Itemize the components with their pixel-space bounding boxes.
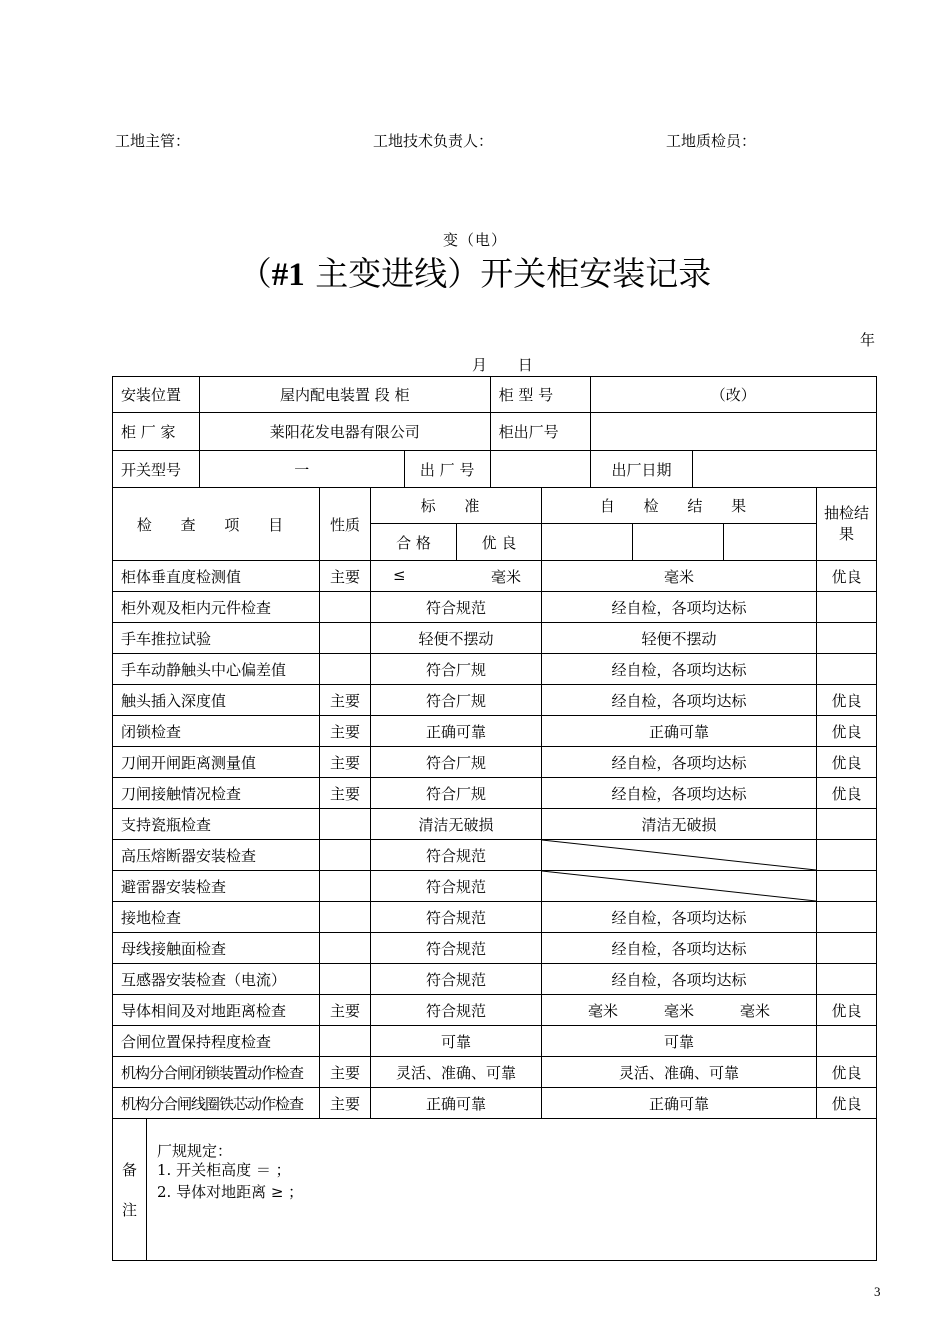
row-sample: 优良 bbox=[817, 1088, 877, 1119]
table-row bbox=[113, 716, 877, 747]
table-row bbox=[113, 902, 877, 933]
row-nature: 主要 bbox=[320, 716, 371, 747]
distance-b: 毫米 bbox=[663, 1001, 694, 1020]
row-result: 轻便不摆动 bbox=[542, 623, 817, 654]
row-item: 闭锁检查 bbox=[113, 716, 320, 747]
table-row bbox=[113, 995, 877, 1026]
header-nature: 性质 bbox=[320, 488, 371, 561]
row-standard: 符合规范 bbox=[371, 871, 542, 902]
distance-a: 毫米 bbox=[587, 1001, 618, 1020]
row-sample bbox=[817, 964, 877, 995]
row-result: 经自检，各项均达标 bbox=[542, 902, 817, 933]
row-nature: 主要 bbox=[320, 561, 371, 592]
header-excellent: 优 良 bbox=[457, 524, 542, 561]
row-item: 柜体垂直度检测值 bbox=[113, 561, 320, 592]
row-sample bbox=[817, 623, 877, 654]
row-item: 柜外观及柜内元件检查 bbox=[113, 592, 320, 623]
page-number: 3 bbox=[874, 1284, 881, 1299]
row-sample: 优良 bbox=[817, 685, 877, 716]
row-nature: 主要 bbox=[320, 685, 371, 716]
table-row bbox=[113, 561, 877, 592]
row-standard: 清洁无破损 bbox=[371, 809, 542, 840]
remarks-inner-table bbox=[113, 1119, 876, 1260]
remarks-label-top: 备 bbox=[121, 1160, 137, 1179]
header-qualified: 合 格 bbox=[371, 524, 457, 561]
month-day-label: 月 日 bbox=[472, 356, 533, 374]
row-nature bbox=[320, 592, 371, 623]
row-result: 经自检，各项均达标 bbox=[542, 778, 817, 809]
manufacturer-value: 莱阳花发电器有限公司 bbox=[199, 413, 490, 451]
standard-lte: ≤ bbox=[393, 565, 406, 584]
table-row bbox=[113, 809, 877, 840]
diagonal-strike bbox=[542, 871, 816, 901]
manufacturer-label: 柜 厂 家 bbox=[113, 413, 200, 451]
remarks-row bbox=[113, 1119, 877, 1261]
install-location-value: 屋内配电装置 段 柜 bbox=[199, 377, 490, 413]
row-sample bbox=[817, 809, 877, 840]
row-nature: 主要 bbox=[320, 747, 371, 778]
header-item: 检 查 项 目 bbox=[113, 488, 320, 561]
document-title bbox=[0, 248, 950, 295]
row-nature: 主要 bbox=[320, 778, 371, 809]
row-sample bbox=[817, 592, 877, 623]
self-check-sub-3 bbox=[724, 524, 817, 561]
table-row bbox=[113, 778, 877, 809]
remarks-label bbox=[113, 1119, 147, 1260]
remarks-content bbox=[147, 1119, 877, 1260]
row-standard: 符合厂规 bbox=[371, 747, 542, 778]
row-result: 清洁无破损 bbox=[542, 809, 817, 840]
distance-c: 毫米 bbox=[740, 1001, 771, 1020]
table-row bbox=[113, 685, 877, 716]
row-standard: 符合规范 bbox=[371, 840, 542, 871]
row-standard: 灵活、准确、可靠 bbox=[371, 1057, 542, 1088]
row-result: 正确可靠 bbox=[542, 1088, 817, 1119]
self-check-sub-2 bbox=[633, 524, 724, 561]
row-nature bbox=[320, 623, 371, 654]
serial-value bbox=[490, 451, 590, 488]
row-item: 导体相间及对地距离检查 bbox=[113, 995, 320, 1026]
row-item: 接地检查 bbox=[113, 902, 320, 933]
equipment-info-table bbox=[112, 376, 877, 488]
manufacture-date-value bbox=[693, 451, 877, 488]
row-sample bbox=[817, 840, 877, 871]
row-standard: 符合厂规 bbox=[371, 685, 542, 716]
remarks-cell bbox=[113, 1119, 877, 1261]
remarks-line-2: 2. 导体对地距离 ≥ ； bbox=[157, 1183, 304, 1201]
row-nature bbox=[320, 964, 371, 995]
row-nature bbox=[320, 933, 371, 964]
install-location-label: 安装位置 bbox=[113, 377, 200, 413]
row-result: 正确可靠 bbox=[542, 716, 817, 747]
header-sample-check: 抽检结果 bbox=[817, 488, 877, 561]
row-result: 经自检，各项均达标 bbox=[542, 685, 817, 716]
table-row bbox=[113, 871, 877, 902]
row-standard: 符合规范 bbox=[371, 902, 542, 933]
cabinet-serial-label: 柜出厂号 bbox=[490, 413, 590, 451]
row-standard: 符合厂规 bbox=[371, 778, 542, 809]
row-result: 经自检，各项均达标 bbox=[542, 592, 817, 623]
header-standard: 标 准 bbox=[371, 488, 542, 524]
row-standard: 符合规范 bbox=[371, 592, 542, 623]
table-row bbox=[113, 747, 877, 778]
row-item: 手车动静触头中心偏差值 bbox=[113, 654, 320, 685]
document-subtitle: 变（电） bbox=[442, 231, 507, 249]
row-item: 高压熔断器安装检查 bbox=[113, 840, 320, 871]
manufacture-date-label: 出厂日期 bbox=[590, 451, 693, 488]
standard-unit: 毫米 bbox=[490, 567, 521, 586]
row-standard: 可靠 bbox=[371, 1026, 542, 1057]
table-row bbox=[113, 654, 877, 685]
row-sample bbox=[817, 871, 877, 902]
row-standard: 符合规范 bbox=[371, 964, 542, 995]
cabinet-model-value: （改） bbox=[590, 377, 877, 413]
row-nature bbox=[320, 902, 371, 933]
cabinet-model-label: 柜 型 号 bbox=[490, 377, 590, 413]
row-item: 机构分合闸线圈铁芯动作检查 bbox=[113, 1088, 320, 1119]
row-item: 刀闸接触情况检查 bbox=[113, 778, 320, 809]
quality-inspector-label: 工地质检员： bbox=[666, 132, 757, 150]
row-nature: 主要 bbox=[320, 995, 371, 1026]
serial-label: 出 厂 号 bbox=[404, 451, 490, 488]
table-row bbox=[113, 623, 877, 654]
row-item: 母线接触面检查 bbox=[113, 933, 320, 964]
row-result bbox=[542, 995, 817, 1026]
inspection-table bbox=[112, 487, 877, 1261]
row-standard: 正确可靠 bbox=[371, 1088, 542, 1119]
row-item: 刀闸开闸距离测量值 bbox=[113, 747, 320, 778]
row-standard: 正确可靠 bbox=[371, 716, 542, 747]
row-result: 经自检，各项均达标 bbox=[542, 654, 817, 685]
row-nature: 主要 bbox=[320, 1088, 371, 1119]
row-standard: 符合规范 bbox=[371, 995, 542, 1026]
row-nature: 主要 bbox=[320, 1057, 371, 1088]
year-label: 年 bbox=[860, 331, 876, 349]
row-sample: 优良 bbox=[817, 716, 877, 747]
row-nature bbox=[320, 654, 371, 685]
row-sample bbox=[817, 1026, 877, 1057]
row-item: 互感器安装检查（电流） bbox=[113, 964, 320, 995]
row-result: 灵活、准确、可靠 bbox=[542, 1057, 817, 1088]
row-standard: 轻便不摆动 bbox=[371, 623, 542, 654]
row-item: 机构分合闸闭锁装置动作检查 bbox=[113, 1057, 320, 1088]
row-sample bbox=[817, 654, 877, 685]
table-row bbox=[113, 1088, 877, 1119]
table-row bbox=[113, 1026, 877, 1057]
table-row bbox=[113, 1057, 877, 1088]
header-self-check: 自 检 结 果 bbox=[542, 488, 817, 524]
row-item: 支持瓷瓶检查 bbox=[113, 809, 320, 840]
row-nature bbox=[320, 1026, 371, 1057]
row-result: 经自检，各项均达标 bbox=[542, 964, 817, 995]
row-standard bbox=[371, 561, 542, 592]
row-standard: 符合厂规 bbox=[371, 654, 542, 685]
title-number: #1 bbox=[271, 257, 305, 293]
row-result: 经自检，各项均达标 bbox=[542, 747, 817, 778]
row-result-not-applicable bbox=[542, 840, 817, 871]
table-row bbox=[113, 840, 877, 871]
row-result: 毫米 bbox=[542, 561, 817, 592]
row-item: 触头插入深度值 bbox=[113, 685, 320, 716]
row-nature bbox=[320, 809, 371, 840]
row-sample: 优良 bbox=[817, 995, 877, 1026]
title-open-paren: （ bbox=[238, 254, 272, 293]
row-sample: 优良 bbox=[817, 561, 877, 592]
row-nature bbox=[320, 840, 371, 871]
remarks-label-bottom: 注 bbox=[121, 1200, 137, 1219]
remarks-heading: 厂规规定： bbox=[157, 1142, 233, 1160]
row-item: 合闸位置保持程度检查 bbox=[113, 1026, 320, 1057]
tech-lead-label: 工地技术负责人： bbox=[373, 132, 494, 150]
cabinet-serial-value bbox=[590, 413, 877, 451]
table-row bbox=[113, 592, 877, 623]
title-text: 主变进线）开关柜安装记录 bbox=[304, 254, 712, 293]
site-supervisor-label: 工地主管： bbox=[115, 132, 191, 150]
row-sample bbox=[817, 902, 877, 933]
row-result: 可靠 bbox=[542, 1026, 817, 1057]
row-item: 避雷器安装检查 bbox=[113, 871, 320, 902]
switch-model-label: 开关型号 bbox=[113, 451, 200, 488]
switch-model-value: 一 bbox=[199, 451, 404, 488]
row-item: 手车推拉试验 bbox=[113, 623, 320, 654]
row-standard: 符合规范 bbox=[371, 933, 542, 964]
row-sample bbox=[817, 933, 877, 964]
row-nature bbox=[320, 871, 371, 902]
row-sample: 优良 bbox=[817, 1057, 877, 1088]
table-row bbox=[113, 933, 877, 964]
table-row bbox=[113, 964, 877, 995]
row-result: 经自检，各项均达标 bbox=[542, 933, 817, 964]
self-check-sub-1 bbox=[542, 524, 633, 561]
row-sample: 优良 bbox=[817, 778, 877, 809]
diagonal-strike bbox=[542, 840, 816, 870]
row-result-not-applicable bbox=[542, 871, 817, 902]
row-sample: 优良 bbox=[817, 747, 877, 778]
remarks-line-1: 1. 开关柜高度 ＝ ； bbox=[157, 1161, 291, 1179]
